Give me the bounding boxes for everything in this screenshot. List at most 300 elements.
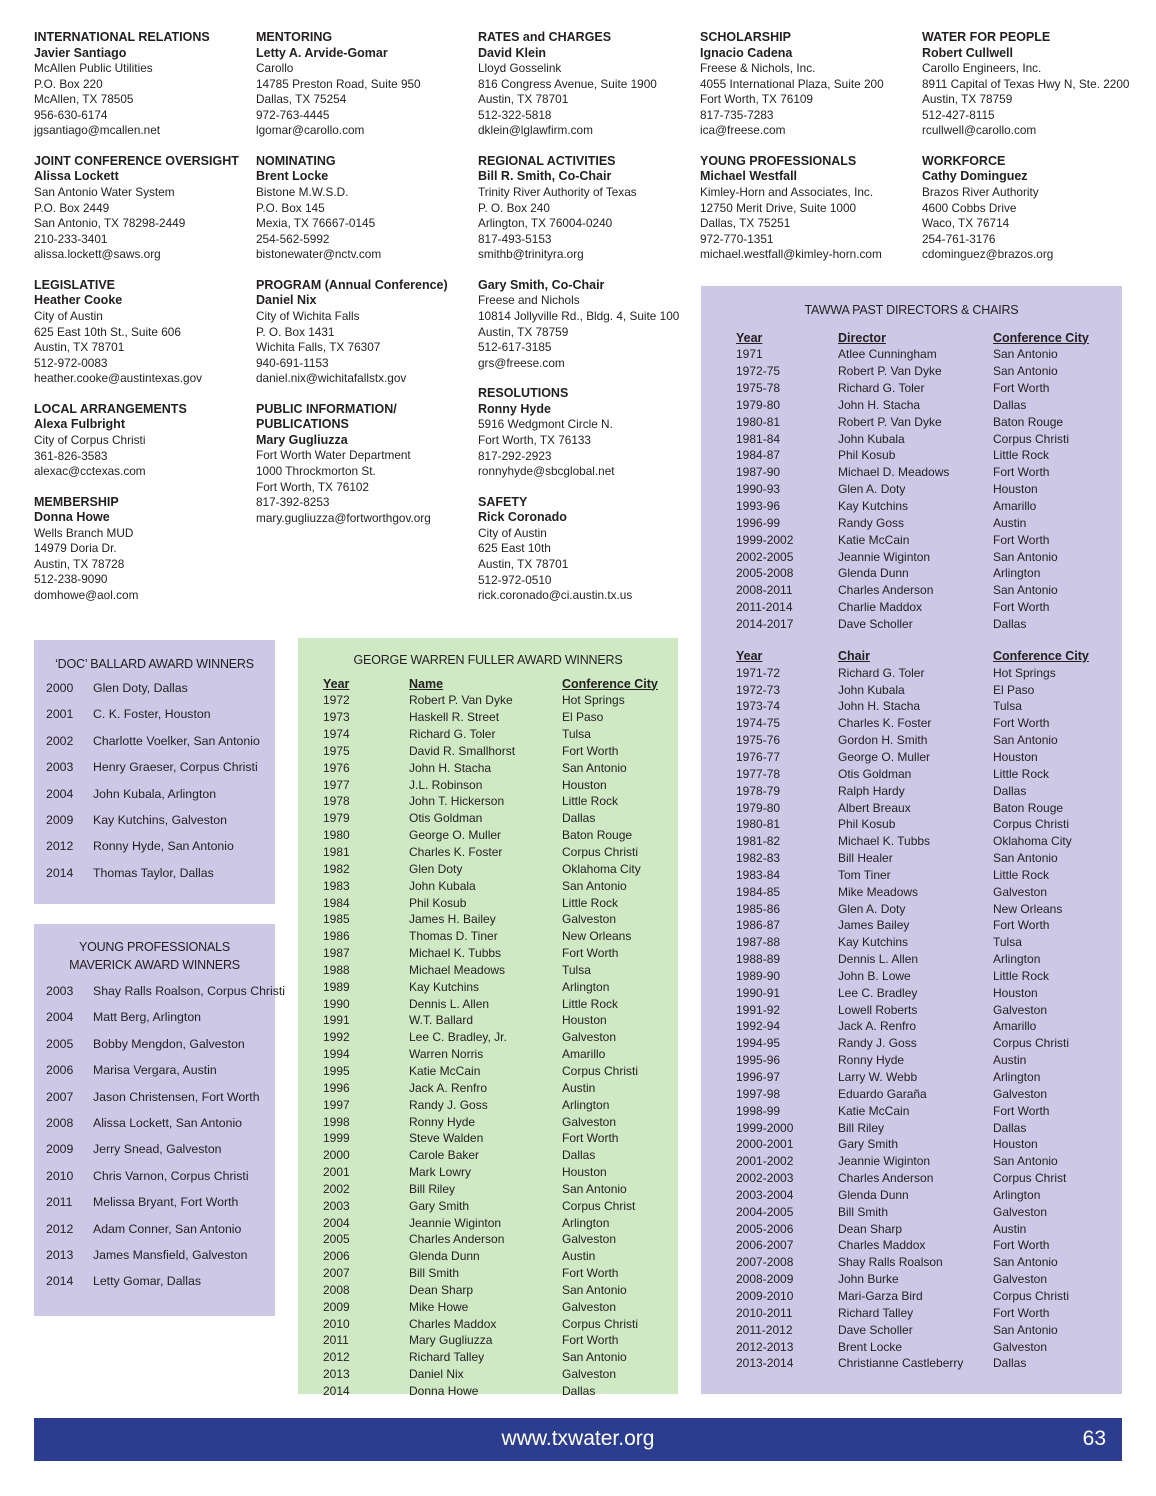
- director-city: Houston: [993, 482, 1038, 497]
- fuller-row: [323, 1265, 658, 1282]
- contact-line: 14979 Doria Dr.: [34, 541, 117, 556]
- chair-year: 2007-2008: [736, 1255, 794, 1270]
- chair-year: 1988-89: [736, 952, 781, 967]
- chair-name: George O. Muller: [838, 749, 931, 764]
- contact-email[interactable]: bistonewater@nctv.com: [256, 247, 382, 262]
- chair-city: New Orleans: [993, 901, 1063, 916]
- fuller-city: Dallas: [562, 1148, 596, 1163]
- chair-city: Austin: [993, 1221, 1027, 1236]
- committee-heading: MENTORING: [256, 30, 333, 44]
- contact-email[interactable]: domhowe@aol.com: [34, 588, 139, 603]
- fuller-name: Mark Lowry: [409, 1165, 472, 1180]
- chair-city: Dallas: [993, 1120, 1027, 1135]
- chair-city: Houston: [993, 985, 1038, 1000]
- fuller-name: John T. Hickerson: [409, 794, 505, 809]
- fuller-name-header: Name: [409, 676, 444, 691]
- contact-line: 817-292-2923: [478, 448, 552, 463]
- committee-heading: REGIONAL ACTIVITIES: [478, 153, 616, 168]
- chair-year: 2011-2012: [736, 1322, 793, 1337]
- contact-line: 210-233-3401: [34, 231, 108, 246]
- fuller-name: Dean Sharp: [409, 1282, 474, 1297]
- fuller-year: 1992: [323, 1030, 350, 1045]
- fuller-year: 2010: [323, 1316, 350, 1331]
- contact-line: Carollo Engineers, Inc.: [922, 61, 1042, 75]
- chair-name: Bill Smith: [838, 1204, 889, 1219]
- contact-line: City of Austin: [478, 525, 547, 540]
- fuller-city: Hot Springs: [562, 693, 625, 708]
- contact-line: Fort Worth Water Department: [256, 448, 411, 463]
- director-city: Fort Worth: [993, 465, 1050, 480]
- chair-row: [736, 968, 1089, 985]
- contact-line: 512-427-8115: [922, 107, 995, 122]
- fuller-name: Randy J. Goss: [409, 1097, 488, 1112]
- award-winner: Glen Doty, Dallas: [93, 681, 188, 695]
- contact-email[interactable]: dklein@lglawfirm.com: [478, 123, 593, 138]
- committee-heading: NOMINATING: [256, 153, 336, 168]
- contact-email[interactable]: lgomar@carollo.com: [256, 123, 365, 138]
- committee-heading: MEMBERSHIP: [34, 494, 119, 509]
- chair-city: El Paso: [993, 682, 1035, 697]
- chair-year: 2005-2006: [736, 1221, 794, 1236]
- chair-row: [736, 799, 1089, 816]
- award-row: [46, 813, 227, 827]
- contact-email[interactable]: rick.coronado@ci.austin.tx.us: [478, 588, 633, 603]
- award-row: [46, 866, 214, 880]
- chair-row: [736, 833, 1089, 850]
- award-row: [46, 839, 234, 853]
- chair-city: San Antonio: [993, 1255, 1058, 1270]
- fuller-year: 1979: [323, 811, 350, 826]
- award-row: [46, 1010, 201, 1024]
- chair-name: Otis Goldman: [838, 766, 912, 781]
- fuller-year: 2005: [323, 1232, 350, 1247]
- fuller-year: 2011: [323, 1333, 349, 1348]
- chair-row: [736, 951, 1089, 968]
- committee-heading: RATES and CHARGES: [478, 30, 612, 44]
- fuller-city-header: Conference City: [562, 676, 658, 691]
- chair-year: 1981-82: [736, 834, 781, 849]
- fuller-city: Fort Worth: [562, 1333, 619, 1348]
- committee-entry: [34, 495, 252, 604]
- fuller-year: 1977: [323, 777, 350, 792]
- contact-column-2: [256, 30, 474, 541]
- fuller-city: San Antonio: [562, 878, 627, 893]
- contact-email[interactable]: cdominguez@brazos.org: [922, 247, 1054, 262]
- director-name: Michael D. Meadows: [838, 465, 950, 480]
- fuller-name: Glen Doty: [409, 861, 463, 876]
- fuller-city: San Antonio: [562, 760, 627, 775]
- contact-email[interactable]: smithb@trinityra.org: [478, 247, 584, 262]
- fuller-year: 1983: [323, 878, 350, 893]
- fuller-row: [323, 911, 658, 928]
- committee-entry: [478, 278, 696, 371]
- contact-line: Bistone M.W.S.D.: [256, 184, 349, 199]
- chair-row: [736, 1288, 1089, 1305]
- fuller-row: [323, 1012, 658, 1029]
- award-year: 2000: [46, 681, 74, 695]
- contact-email[interactable]: alexac@cctexas.com: [34, 464, 146, 479]
- chair-year: 1982-83: [736, 851, 781, 866]
- director-year: 1975-78: [736, 381, 781, 396]
- director-year: 2011-2014: [736, 600, 793, 615]
- maverick-award-title: YOUNG PROFESSIONALS MAVERICK AWARD WINNERS: [69, 940, 240, 972]
- committee-entry: [256, 278, 474, 387]
- fuller-year: 2007: [323, 1266, 350, 1281]
- chair-name: John B. Lowe: [838, 968, 911, 983]
- past-directors-table: [736, 329, 1089, 632]
- award-year: 2005: [46, 1036, 74, 1051]
- chair-city: Fort Worth: [993, 1305, 1050, 1320]
- fuller-city: Galveston: [562, 1114, 617, 1129]
- fuller-row: [323, 860, 658, 877]
- award-year: 2009: [46, 813, 74, 827]
- chair-city: San Antonio: [993, 733, 1058, 748]
- chair-name: John Kubala: [838, 682, 905, 697]
- fuller-city: Arlington: [562, 979, 610, 994]
- chair-name: Lowell Roberts: [838, 1002, 918, 1017]
- award-winner: Bobby Mengdon, Galveston: [93, 1036, 245, 1051]
- fuller-year: 1988: [323, 962, 350, 977]
- fuller-year: 1997: [323, 1097, 350, 1112]
- fuller-name: Richard Talley: [409, 1350, 485, 1365]
- director-row: [736, 599, 1089, 616]
- committee-heading: PROGRAM (Annual Conference): [256, 277, 448, 292]
- committee-chair-name: Bill R. Smith, Co-Chair: [478, 169, 612, 184]
- fuller-award-table: [323, 675, 658, 1399]
- chair-name: Jeannie Wiginton: [838, 1154, 931, 1169]
- chair-row: [736, 917, 1089, 934]
- chair-name: Mike Meadows: [838, 884, 919, 899]
- chair-name: Gary Smith: [838, 1137, 899, 1152]
- fuller-city: Austin: [562, 1249, 596, 1264]
- award-winner: Ronny Hyde, San Antonio: [93, 839, 234, 854]
- fuller-name: Dennis L. Allen: [409, 996, 490, 1011]
- fuller-city: Baton Rouge: [562, 828, 633, 843]
- contact-line: 625 East 10th: [478, 541, 551, 556]
- fuller-row: [323, 1315, 658, 1332]
- fuller-year: 2014: [323, 1384, 350, 1399]
- director-name: Kay Kutchins: [838, 499, 909, 514]
- chair-city: Houston: [993, 749, 1038, 764]
- committee-entry: [700, 154, 918, 263]
- chair-row: [736, 850, 1089, 867]
- contact-line: 817-392-8253: [256, 495, 330, 510]
- chair-row: [736, 1069, 1089, 1086]
- director-city: Dallas: [993, 397, 1027, 412]
- award-winner: Jerry Snead, Galveston: [93, 1142, 222, 1157]
- directors-name-header: Director: [838, 330, 886, 345]
- committee-chair-name: Letty A. Arvide-Gomar: [256, 45, 388, 60]
- fuller-row: [323, 894, 658, 911]
- contact-email[interactable]: ica@freese.com: [700, 123, 786, 138]
- chair-city: Little Rock: [993, 968, 1050, 983]
- fuller-name: Charles K. Foster: [409, 845, 503, 860]
- committee-entry: [700, 30, 918, 139]
- directors-year-header: Year: [736, 330, 763, 345]
- director-name: Randy Goss: [838, 515, 905, 530]
- contact-email[interactable]: heather.cooke@austintexas.gov: [34, 371, 203, 386]
- fuller-row: [323, 877, 658, 894]
- chair-row: [736, 749, 1089, 766]
- chair-name: Michael K. Tubbs: [838, 834, 931, 849]
- fuller-year: 1976: [323, 760, 350, 775]
- contact-line: 512-972-0510: [478, 572, 552, 587]
- fuller-city: Oklahoma City: [562, 861, 641, 876]
- fuller-name: Mary Gugliuzza: [409, 1333, 493, 1348]
- award-winner: C. K. Foster, Houston: [93, 707, 211, 722]
- fuller-award-panel: [298, 638, 678, 1399]
- fuller-city: Fort Worth: [562, 1131, 619, 1146]
- fuller-year: 2002: [323, 1181, 350, 1196]
- award-year: 2003: [46, 760, 74, 775]
- award-year: 2010: [46, 1168, 74, 1183]
- committee-heading: YOUNG PROFESSIONALS: [700, 153, 857, 168]
- contact-line: 4055 International Plaza, Suite 200: [700, 76, 884, 91]
- contact-line: San Antonio, TX 78298-2449: [34, 216, 186, 231]
- chair-year: 1987-88: [736, 935, 781, 950]
- contact-line: Carollo: [256, 61, 294, 75]
- chair-row: [736, 1321, 1089, 1338]
- contact-email[interactable]: jgsantiago@mcallen.net: [34, 123, 161, 138]
- director-row: [736, 548, 1089, 565]
- fuller-year: 1994: [323, 1047, 350, 1062]
- footer-bar: [34, 1418, 1122, 1461]
- award-row: [46, 1248, 247, 1262]
- committee-chair-name: Gary Smith, Co-Chair: [478, 277, 605, 292]
- chair-year: 1977-78: [736, 766, 781, 781]
- fuller-year: 2013: [323, 1367, 350, 1382]
- award-year: 2002: [46, 733, 74, 748]
- chair-city: Baton Rouge: [993, 800, 1064, 815]
- chair-row: [736, 984, 1089, 1001]
- director-row: [736, 363, 1089, 380]
- fuller-year: 2000: [323, 1148, 350, 1163]
- fuller-year: 1982: [323, 861, 350, 876]
- fuller-city: Corpus Christi: [562, 1063, 639, 1078]
- fuller-row: [323, 743, 658, 760]
- fuller-city: Galveston: [562, 1299, 617, 1314]
- contact-line: P. O. Box 240: [478, 200, 550, 215]
- chair-city: Tulsa: [993, 935, 1022, 950]
- director-year: 1971: [736, 347, 763, 362]
- committee-chair-name: Ignacio Cadena: [700, 45, 793, 60]
- fuller-year: 1972: [323, 693, 350, 708]
- fuller-row: [323, 962, 658, 979]
- award-winner: Marisa Vergara, Austin: [93, 1063, 217, 1078]
- chair-name: Ralph Hardy: [838, 783, 905, 798]
- fuller-year: 1996: [323, 1080, 350, 1095]
- director-city: San Antonio: [993, 583, 1058, 598]
- director-row: [736, 498, 1089, 515]
- contact-line: Austin, TX 78759: [478, 324, 569, 339]
- director-name: Glenda Dunn: [838, 566, 909, 581]
- chairs-year-header: Year: [736, 648, 763, 663]
- fuller-name: Michael Meadows: [409, 962, 506, 977]
- chair-city: Galveston: [993, 1339, 1048, 1354]
- chair-name: Glenda Dunn: [838, 1187, 909, 1202]
- contact-email[interactable]: alissa.lockett@saws.org: [34, 247, 161, 262]
- footer-url[interactable]: www.txwater.org: [501, 1427, 655, 1450]
- fuller-name: Phil Kosub: [409, 895, 467, 910]
- fuller-city: Arlington: [562, 1097, 610, 1112]
- director-year: 1981-84: [736, 431, 781, 446]
- committee-chair-name: Robert Cullwell: [922, 45, 1013, 60]
- award-winner: Chris Varnon, Corpus Christi: [93, 1168, 249, 1183]
- fuller-city: Houston: [562, 1165, 607, 1180]
- past-chairs-table: [736, 647, 1089, 1371]
- contact-line: 817-493-5153: [478, 231, 552, 246]
- committee-chair-name: Alissa Lockett: [34, 169, 119, 184]
- director-row: [736, 616, 1089, 633]
- fuller-year: 1974: [323, 727, 350, 742]
- chair-city: Galveston: [993, 1002, 1048, 1017]
- chair-year: 1992-94: [736, 1019, 781, 1034]
- chair-year: 1996-97: [736, 1070, 781, 1085]
- chair-name: Eduardo Garaña: [838, 1086, 927, 1101]
- director-name: Richard G. Toler: [838, 381, 925, 396]
- chair-name: Tom Tiner: [838, 867, 891, 882]
- chair-row: [736, 1187, 1089, 1204]
- fuller-name: Charles Maddox: [409, 1316, 497, 1331]
- chair-name: Jack A. Renfro: [838, 1019, 917, 1034]
- committee-entry: [34, 30, 252, 139]
- fuller-city: Houston: [562, 777, 607, 792]
- award-row: [46, 681, 188, 695]
- fuller-name: David R. Smallhorst: [409, 743, 516, 758]
- chair-city: Galveston: [993, 1272, 1048, 1287]
- fuller-name: Steve Walden: [409, 1131, 484, 1146]
- contact-line: 940-691-1153: [256, 355, 329, 370]
- award-winner: Henry Graeser, Corpus Christi: [93, 760, 258, 775]
- chair-year: 2003-2004: [736, 1187, 794, 1202]
- fuller-name: Otis Goldman: [409, 811, 483, 826]
- chair-city: San Antonio: [993, 1154, 1058, 1169]
- award-row: [46, 760, 258, 774]
- contact-line: Arlington, TX 76004-0240: [478, 216, 613, 231]
- chair-year: 1998-99: [736, 1103, 781, 1118]
- contact-email[interactable]: michael.westfall@kimley-horn.com: [700, 247, 882, 262]
- director-city: Fort Worth: [993, 532, 1050, 547]
- contact-line: San Antonio Water System: [34, 184, 175, 199]
- fuller-city: Little Rock: [562, 895, 619, 910]
- fuller-row: [323, 726, 658, 743]
- contact-line: 361-826-3583: [34, 448, 108, 463]
- committee-entry: [478, 30, 696, 139]
- fuller-row: [323, 1248, 658, 1265]
- director-name: Katie McCain: [838, 532, 910, 547]
- contact-line: 956-630-6174: [34, 107, 108, 122]
- contact-line: Brazos River Authority: [922, 184, 1039, 199]
- contact-line: City of Corpus Christi: [34, 432, 146, 447]
- fuller-city: Fort Worth: [562, 743, 619, 758]
- chair-year: 2001-2002: [736, 1154, 794, 1169]
- committee-chair-name: David Klein: [478, 45, 547, 60]
- fuller-city: Dallas: [562, 1384, 596, 1399]
- fuller-row: [323, 827, 658, 844]
- fuller-year: 2009: [323, 1299, 350, 1314]
- fuller-year: 2003: [323, 1198, 350, 1213]
- chair-name: Richard Talley: [838, 1305, 914, 1320]
- award-winner: Jason Christensen, Fort Worth: [93, 1089, 260, 1104]
- contact-line: Austin, TX 78701: [478, 556, 569, 571]
- contact-line: P.O. Box 2449: [34, 200, 110, 215]
- fuller-year: 1973: [323, 710, 350, 725]
- director-year: 1984-87: [736, 448, 781, 463]
- contact-email[interactable]: rcullwell@carollo.com: [922, 123, 1037, 138]
- fuller-city: Corpus Christi: [562, 1316, 639, 1331]
- chair-city: Amarillo: [993, 1019, 1037, 1034]
- director-year: 1979-80: [736, 397, 781, 412]
- chair-city: Arlington: [993, 1187, 1041, 1202]
- chair-row: [736, 1254, 1089, 1271]
- fuller-year: 1989: [323, 979, 350, 994]
- fuller-name: Bill Smith: [409, 1266, 460, 1281]
- contact-email[interactable]: daniel.nix@wichitafallstx.gov: [256, 371, 407, 386]
- chair-name: Charles Maddox: [838, 1238, 926, 1253]
- fuller-city: El Paso: [562, 710, 604, 725]
- chair-city: Arlington: [993, 1070, 1041, 1085]
- fuller-row: [323, 1349, 658, 1366]
- fuller-city: Little Rock: [562, 996, 619, 1011]
- chair-city: Fort Worth: [993, 716, 1050, 731]
- director-name: Atlee Cunningham: [838, 347, 937, 362]
- contact-email[interactable]: ronnyhyde@sbcglobal.net: [478, 464, 615, 479]
- chair-name: John H. Stacha: [838, 699, 921, 714]
- chair-name: Katie McCain: [838, 1103, 910, 1118]
- fuller-city: San Antonio: [562, 1181, 627, 1196]
- chair-year: 1972-73: [736, 682, 781, 697]
- chair-year: 1995-96: [736, 1053, 781, 1068]
- chair-name: Randy J. Goss: [838, 1036, 917, 1051]
- chair-row: [736, 681, 1089, 698]
- award-winner: Adam Conner, San Antonio: [93, 1221, 242, 1236]
- chair-name: Christianne Castleberry: [838, 1356, 964, 1371]
- chair-name: Gordon H. Smith: [838, 733, 928, 748]
- fuller-year-header: Year: [323, 676, 350, 691]
- director-row: [736, 447, 1089, 464]
- fuller-city: New Orleans: [562, 929, 632, 944]
- contact-line: Austin, TX 78728: [34, 556, 125, 571]
- chair-year: 1989-90: [736, 968, 781, 983]
- fuller-year: 1991: [323, 1013, 350, 1028]
- chair-row: [736, 1136, 1089, 1153]
- contact-email[interactable]: grs@freese.com: [478, 355, 565, 370]
- chair-row: [736, 715, 1089, 732]
- fuller-row: [323, 1383, 658, 1400]
- award-year: 2004: [46, 786, 74, 801]
- chair-year: 1978-79: [736, 783, 781, 798]
- chair-row: [736, 1203, 1089, 1220]
- fuller-name: Gary Smith: [409, 1198, 470, 1213]
- award-year: 2012: [46, 1221, 74, 1236]
- director-city: San Antonio: [993, 549, 1058, 564]
- chair-name: Dennis L. Allen: [838, 952, 919, 967]
- fuller-year: 1986: [323, 929, 350, 944]
- chair-name: Charles K. Foster: [838, 716, 932, 731]
- chair-row: [736, 934, 1089, 951]
- fuller-name: Ronny Hyde: [409, 1114, 476, 1129]
- contact-line: 512-617-3185: [478, 340, 552, 355]
- contact-line: 1000 Throckmorton St.: [256, 464, 376, 478]
- award-year: 2013: [46, 1248, 74, 1262]
- fuller-city: Tulsa: [562, 962, 591, 977]
- chairs-city-header: Conference City: [993, 648, 1089, 663]
- contact-email[interactable]: mary.gugliuzza@fortworthgov.org: [256, 510, 431, 525]
- director-year: 2005-2008: [736, 566, 794, 581]
- chair-city: San Antonio: [993, 851, 1058, 866]
- director-city: Austin: [993, 515, 1027, 530]
- committee-chair-name: Javier Santiago: [34, 45, 127, 60]
